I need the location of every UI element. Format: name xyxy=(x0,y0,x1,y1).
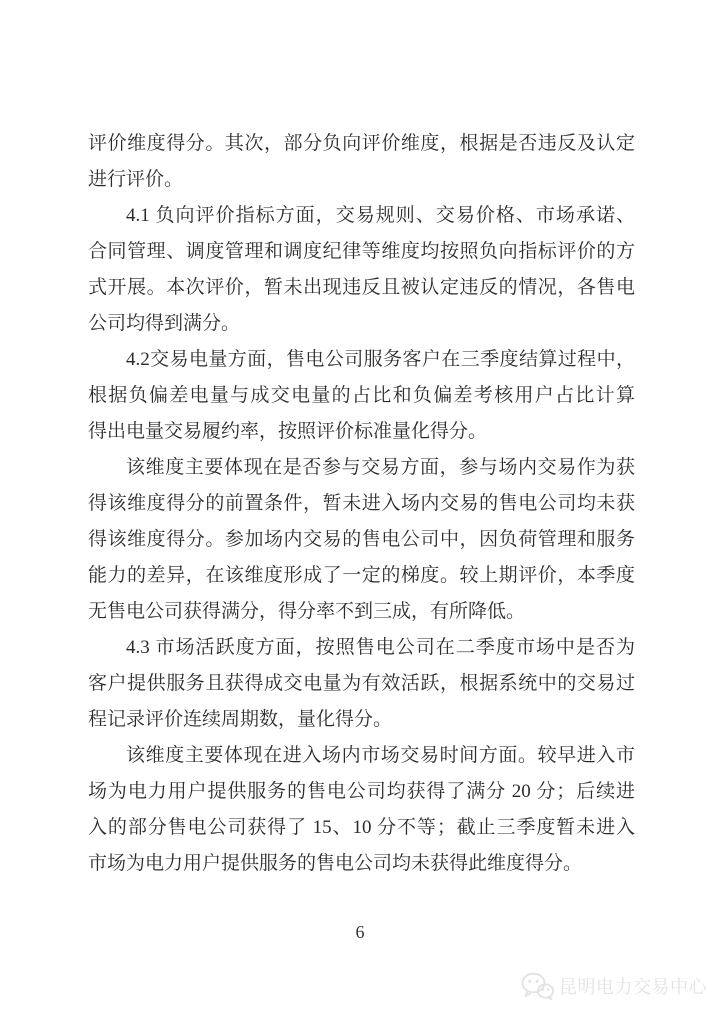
body-text xyxy=(88,126,635,882)
document-line: 评价维度得分。其次，部分负向评价维度，根据是否违反及认定 xyxy=(88,133,635,154)
page-number: 6 xyxy=(355,922,365,942)
document-line: 得该维度得分。参加场内交易的售电公司中，因负荷管理和服务 xyxy=(88,529,635,550)
document-line: 客户提供服务且获得成交电量为有效活跃，根据系统中的交易过 xyxy=(88,673,635,694)
document-line: 合同管理、调度管理和调度纪律等维度均按照负向指标评价的方 xyxy=(88,241,635,262)
document-line: 该维度主要体现在进入场内市场交易时间方面。较早进入市 xyxy=(126,745,635,766)
document-line: 4.1 负向评价指标方面，交易规则、交易价格、市场承诺、 xyxy=(126,205,635,226)
document-line: 公司均得到满分。 xyxy=(88,313,241,334)
document-line: 场为电力用户提供服务的售电公司均获得了满分 20 分；后续进 xyxy=(88,781,635,802)
document-line: 入的部分售电公司获得了 15、10 分不等；截止三季度暂未进入 xyxy=(88,817,635,838)
document-line: 市场为电力用户提供服务的售电公司均未获得此维度得分。 xyxy=(88,853,583,874)
document-line: 得该维度得分的前置条件，暂未进入场内交易的售电公司均未获 xyxy=(88,493,635,514)
document-line: 根据负偏差电量与成交电量的占比和负偏差考核用户占比计算 xyxy=(88,385,635,406)
document-line: 无售电公司获得满分，得分率不到三成，有所降低。 xyxy=(88,601,526,622)
footer-watermark xyxy=(521,972,707,1000)
wechat-icon xyxy=(521,972,554,1000)
document-line: 能力的差异，在该维度形成了一定的梯度。较上期评价，本季度 xyxy=(88,565,635,586)
document-line: 4.2交易电量方面，售电公司服务客户在三季度结算过程中， xyxy=(126,349,635,370)
document-line: 得出电量交易履约率，按照评价标准量化得分。 xyxy=(88,421,488,442)
document-line: 进行评价。 xyxy=(88,169,184,190)
watermark-label: 昆明电力交易中心 xyxy=(559,977,707,997)
document-line: 式开展。本次评价，暂未出现违反且被认定违反的情况，各售电 xyxy=(88,277,635,298)
document-line: 该维度主要体现在是否参与交易方面，参与场内交易作为获 xyxy=(126,457,635,478)
document-line: 4.3 市场活跃度方面，按照售电公司在二季度市场中是否为 xyxy=(126,637,635,658)
document-line: 程记录评价连续周期数，量化得分。 xyxy=(88,709,393,730)
